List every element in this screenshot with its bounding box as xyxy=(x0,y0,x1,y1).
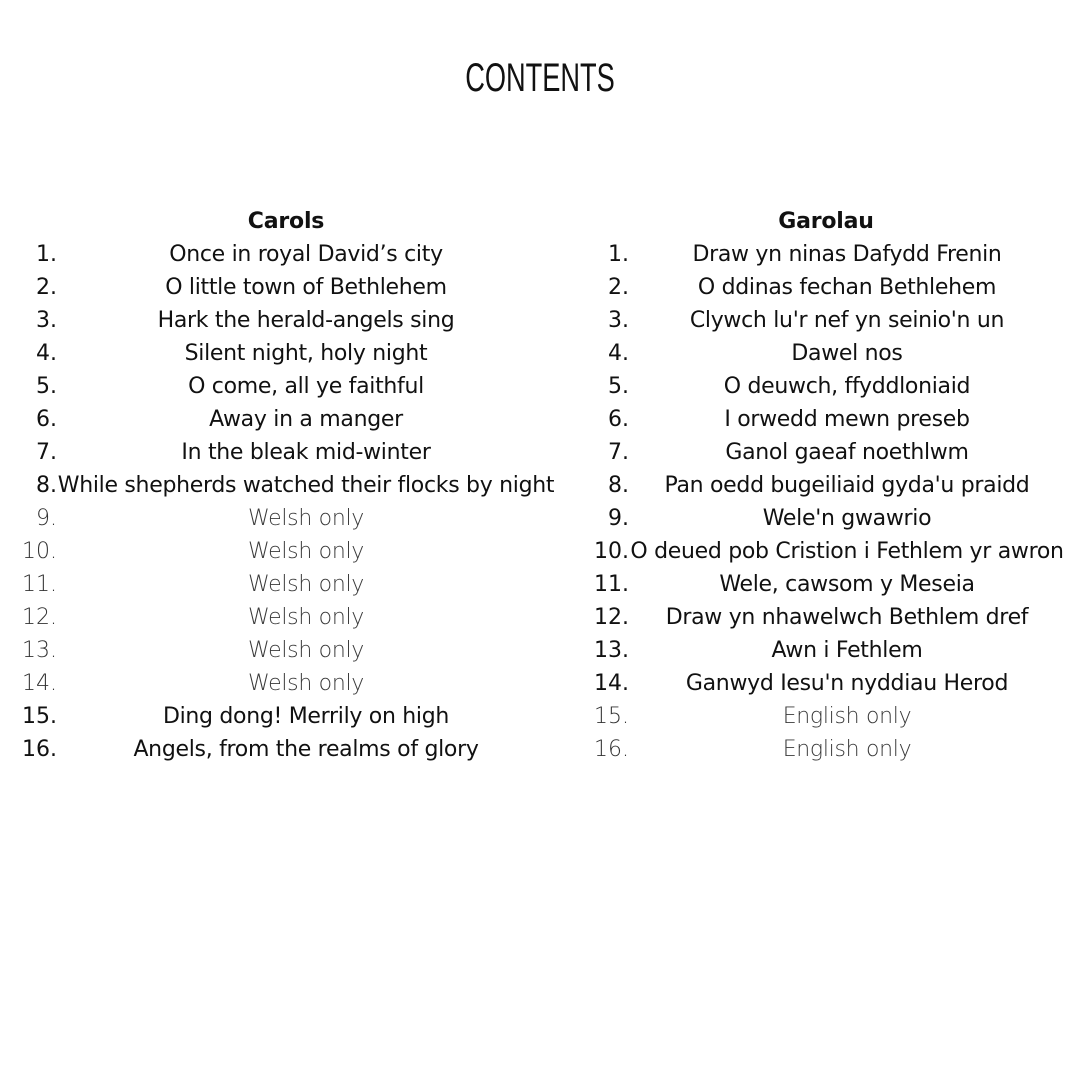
carols-item-number: 15. xyxy=(22,704,57,729)
carols-list-item xyxy=(0,535,560,568)
carols-list-item xyxy=(0,304,560,337)
carols-item-title: Welsh only xyxy=(247,605,365,630)
carols-item-number: 13. xyxy=(22,638,57,663)
carols-item-title: O little town of Bethlehem xyxy=(165,275,447,300)
carols-item-number: 7. xyxy=(36,440,57,465)
carols-item-number: 3. xyxy=(36,308,57,333)
garolau-item-number: 4. xyxy=(608,341,629,366)
carols-item-title: Welsh only xyxy=(247,638,365,663)
carols-item-title: Angels, from the realms of glory xyxy=(133,737,479,762)
garolau-item-title: Pan oedd bugeiliaid gyda'u praidd xyxy=(664,473,1030,498)
carols-item-number: 9. xyxy=(36,506,57,531)
garolau-item-title: English only xyxy=(782,737,912,762)
garolau-item-number: 7. xyxy=(608,440,629,465)
carols-item-number: 5. xyxy=(36,374,57,399)
garolau-item-title: O deuwch, ffyddloniaid xyxy=(723,374,971,399)
garolau-item-title: Wele'n gwawrio xyxy=(762,506,932,531)
carols-list-item xyxy=(0,568,560,601)
carols-list-item xyxy=(0,667,560,700)
garolau-item-number: 1. xyxy=(608,242,629,267)
garolau-item-title: Draw yn nhawelwch Bethlem dref xyxy=(665,605,1029,630)
garolau-item-title: I orwedd mewn preseb xyxy=(724,407,970,432)
garolau-item-title: O ddinas fechan Bethlehem xyxy=(697,275,997,300)
page-title-text: CONTENTS xyxy=(465,56,615,100)
garolau-list-item xyxy=(580,502,1080,535)
garolau-item-number: 5. xyxy=(608,374,629,399)
garolau-list-item xyxy=(580,436,1080,469)
garolau-list-item xyxy=(580,667,1080,700)
garolau-item-number: 15. xyxy=(594,704,629,729)
garolau-item-title: Draw yn ninas Dafydd Frenin xyxy=(692,242,1002,267)
garolau-list-item xyxy=(580,304,1080,337)
garolau-list-item xyxy=(580,733,1080,766)
carols-list-item xyxy=(0,700,560,733)
carols-item-title: Once in royal David’s city xyxy=(169,242,443,267)
carols-item-title: Ding dong! Merrily on high xyxy=(162,704,450,729)
garolau-item-title: Wele, cawsom y Meseia xyxy=(719,572,975,597)
garolau-item-number: 8. xyxy=(608,473,629,498)
carols-list-item xyxy=(0,469,560,502)
page-title xyxy=(0,54,1080,102)
garolau-item-title: Clywch lu'r nef yn seinio'n un xyxy=(689,308,1005,333)
carols-list-item xyxy=(0,370,560,403)
carols-list-item xyxy=(0,601,560,634)
carols-item-number: 11. xyxy=(22,572,57,597)
garolau-item-title: English only xyxy=(782,704,912,729)
garolau-list-item xyxy=(580,469,1080,502)
garolau-list-item xyxy=(580,271,1080,304)
carols-item-number: 8. xyxy=(36,473,57,498)
garolau-item-number: 12. xyxy=(594,605,629,630)
garolau-list-item xyxy=(580,601,1080,634)
carols-heading: Carols xyxy=(247,209,325,234)
garolau-list-item xyxy=(580,238,1080,271)
garolau-item-title: Awn i Fethlem xyxy=(771,638,923,663)
carols-item-title: Welsh only xyxy=(247,506,365,531)
garolau-item-number: 10. xyxy=(594,539,629,564)
garolau-list-item xyxy=(580,535,1080,568)
carols-list-item xyxy=(0,733,560,766)
carols-item-number: 10. xyxy=(22,539,57,564)
carols-item-number: 1. xyxy=(36,242,57,267)
carols-list-item xyxy=(0,238,560,271)
carols-item-number: 6. xyxy=(36,407,57,432)
garolau-list xyxy=(580,238,1080,766)
carols-item-title: Welsh only xyxy=(247,572,365,597)
carols-item-title: Silent night, holy night xyxy=(184,341,428,366)
garolau-list-item xyxy=(580,700,1080,733)
garolau-list-item xyxy=(580,403,1080,436)
carols-list-item xyxy=(0,271,560,304)
carols-item-title: Welsh only xyxy=(247,539,365,564)
garolau-item-number: 11. xyxy=(594,572,629,597)
carols-item-title: Away in a manger xyxy=(209,407,403,432)
garolau-item-number: 9. xyxy=(608,506,629,531)
carols-item-title: While shepherds watched their flocks by night xyxy=(57,473,555,498)
carols-list-item xyxy=(0,337,560,370)
garolau-item-title: Ganol gaeaf noethlwm xyxy=(725,440,969,465)
carols-list xyxy=(0,238,560,766)
carols-list-item xyxy=(0,502,560,535)
garolau-item-title: Dawel nos xyxy=(791,341,903,366)
carols-item-number: 2. xyxy=(36,275,57,300)
garolau-list-item xyxy=(580,568,1080,601)
garolau-list-item xyxy=(580,370,1080,403)
carols-item-title: In the bleak mid-winter xyxy=(181,440,431,465)
garolau-item-number: 3. xyxy=(608,308,629,333)
carols-item-number: 4. xyxy=(36,341,57,366)
garolau-item-number: 14. xyxy=(594,671,629,696)
carols-item-title: Welsh only xyxy=(247,671,365,696)
garolau-item-number: 6. xyxy=(608,407,629,432)
garolau-list-item xyxy=(580,634,1080,667)
carols-item-title: Hark the herald-angels sing xyxy=(157,308,455,333)
carols-item-title: O come, all ye faithful xyxy=(188,374,424,399)
carols-item-number: 12. xyxy=(22,605,57,630)
carols-item-number: 16. xyxy=(22,737,57,762)
garolau-item-number: 13. xyxy=(594,638,629,663)
carols-list-item xyxy=(0,436,560,469)
garolau-item-number: 2. xyxy=(608,275,629,300)
garolau-heading: Garolau xyxy=(778,209,874,234)
carols-list-item xyxy=(0,403,560,436)
garolau-list-item xyxy=(580,337,1080,370)
garolau-item-title: Ganwyd Iesu'n nyddiau Herod xyxy=(685,671,1009,696)
carols-list-item xyxy=(0,634,560,667)
garolau-item-title: O deued pob Cristion i Fethlem yr awron xyxy=(630,539,1064,564)
carols-item-number: 14. xyxy=(22,671,57,696)
garolau-item-number: 16. xyxy=(594,737,629,762)
